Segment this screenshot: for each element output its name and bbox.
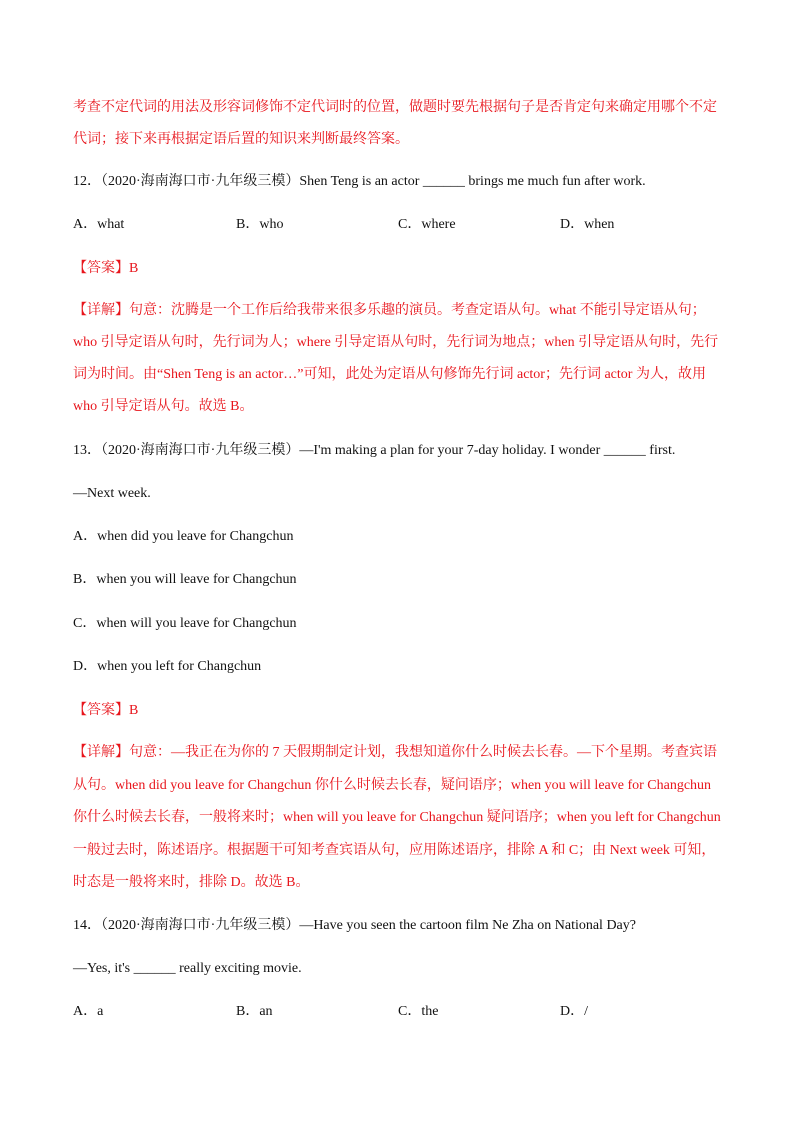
question-12-stem: 12．（2020·海南海口市·九年级三模）Shen Teng is an actor ______ brings me much fun after work.	[73, 174, 646, 189]
explanation-line: 考查不定代词的用法及形容词修饰不定代词时的位置，做题时要先根据句子是否肯定句来确定用哪个不定	[73, 100, 717, 115]
q13-option-a: A．when did you leave for Changchun	[73, 529, 294, 544]
q14-option-b: B．an	[236, 1004, 273, 1019]
question-13-stem: 13．（2020·海南海口市·九年级三模）—I'm making a plan for your 7-day holiday. I wonder ______ first.	[73, 443, 676, 458]
q14-option-c: C．the	[398, 1004, 439, 1019]
q14-option-d: D．/	[560, 1004, 588, 1019]
question-14-stem: 14．（2020·海南海口市·九年级三模）—Have you seen the cartoon film Ne Zha on National Day?	[73, 918, 636, 933]
q12-option-b: B．who	[236, 217, 284, 232]
q12-detail-line: 词为时间。由“Shen Teng is an actor…”可知，此处为定语从句修饰先行词 actor；先行词 actor 为人，故用	[73, 367, 706, 382]
q13-option-b: B．when you will leave for Changchun	[73, 572, 297, 587]
explanation-line: 代词；接下来再根据定语后置的知识来判断最终答案。	[73, 132, 409, 147]
q13-detail-line: 一般过去时，陈述语序。根据题干可知考查宾语从句，应用陈述语序，排除 A 和 C；由 Next week 可知，	[73, 843, 716, 858]
q12-detail-line: 【详解】句意：沈腾是一个工作后给我带来很多乐趣的演员。考查定语从句。what 不能引导定语从句；	[73, 303, 706, 318]
q12-option-d: D．when	[560, 217, 615, 232]
q13-detail-line: 你什么时候去长春，一般将来时；when will you leave for Changchun 疑问语序；when you left for Changchun	[73, 810, 721, 825]
q13-detail-line: 【详解】句意：—我正在为你的 7 天假期制定计划，我想知道你什么时候去长春。—下个星期。考查宾语	[73, 745, 717, 760]
q13-option-d: D．when you left for Changchun	[73, 659, 262, 674]
q14-option-a: A．a	[73, 1004, 104, 1019]
q12-detail-line: who 引导定语从句。故选 B。	[73, 399, 254, 414]
q13-answer: 【答案】B	[73, 703, 139, 718]
q13-detail-line: 从句。when did you leave for Changchun 你什么时候去长春，疑问语序；when you will leave for Changchun	[73, 778, 712, 793]
q12-option-a: A．what	[73, 217, 125, 232]
q12-option-c: C．where	[398, 217, 456, 232]
q14-reply: —Yes, it's ______ really exciting movie.	[73, 961, 302, 976]
q13-option-c: C．when will you leave for Changchun	[73, 616, 297, 631]
q13-detail-line: 时态是一般将来时，排除 D。故选 B。	[73, 875, 310, 890]
q12-detail-line: who 引导定语从句时，先行词为人；where 引导定语从句时，先行词为地点；when 引导定语从句时，先行	[73, 335, 719, 350]
q13-reply: —Next week.	[73, 486, 151, 501]
q12-answer: 【答案】B	[73, 261, 139, 276]
